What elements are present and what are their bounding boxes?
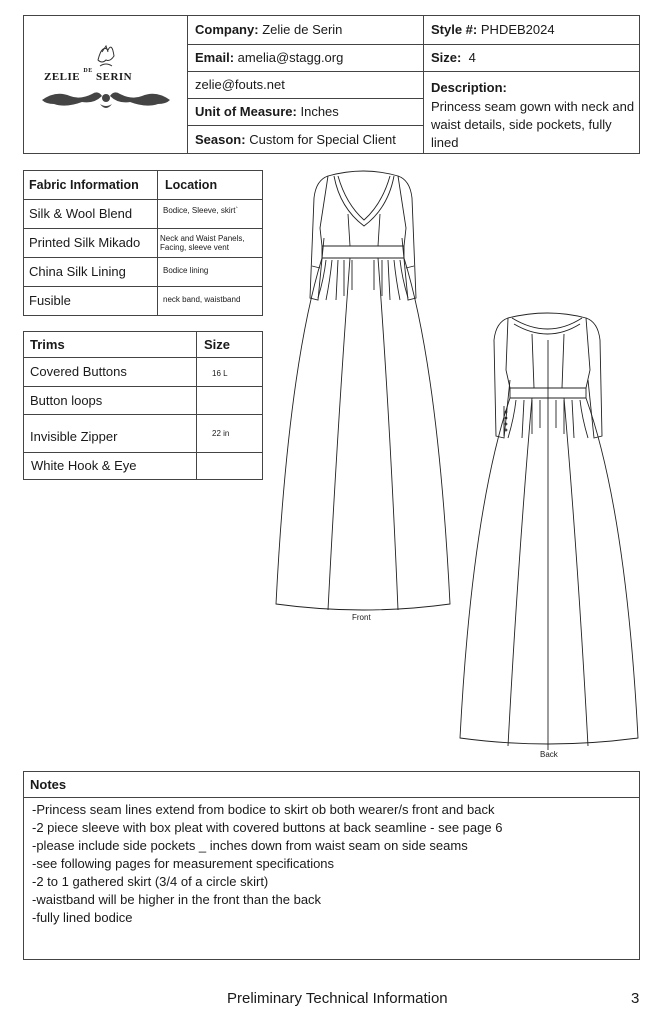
fabric-row-4-fabric: Fusible <box>29 293 71 308</box>
notes-line: -waistband will be higher in the front than the back <box>32 892 322 907</box>
email-label: Email <box>195 50 230 65</box>
company-label: Company <box>195 22 255 37</box>
fabric-row-4-location: neck band, waistband <box>163 294 241 304</box>
fabric-header-location: Location <box>165 178 218 192</box>
trims-row-4-size <box>197 453 262 479</box>
front-dress-sketch <box>268 168 458 616</box>
uom-value: Inches <box>300 104 339 119</box>
trims-row-1-trim: Covered Buttons <box>30 364 127 379</box>
logo-text-serin: SERIN <box>95 71 133 83</box>
email-value: amelia@stagg.org <box>237 50 344 65</box>
fabric-row-2-fabric: Printed Silk Mikado <box>29 235 141 250</box>
trims-header-trims: Trims <box>30 336 65 352</box>
back-label: Back <box>540 750 558 759</box>
fabric-header-fabric: Fabric Information <box>29 178 139 192</box>
email-cell: Email : amelia@stagg.org <box>195 50 344 65</box>
fabric-row-1-fabric: Silk & Wool Blend <box>29 206 133 221</box>
description-cell: Description: Princess seam gown with neck and waist details, side pockets, fully lined <box>431 80 635 150</box>
trims-row-2-trim: Button loops <box>30 392 103 408</box>
trims-row-3-trim: Invisible Zipper <box>30 429 118 444</box>
email2-cell <box>188 72 422 98</box>
uom-label: Unit of Measure <box>195 104 293 119</box>
size-label: Size <box>431 50 458 65</box>
front-label: Front <box>352 613 371 622</box>
style-label: Style # <box>431 22 473 37</box>
season-label: Season <box>195 131 242 147</box>
style-cell: Style # : PHDEB2024 <box>431 22 555 37</box>
trims-row-3-size: 22 in <box>212 428 230 438</box>
size-value: 4 <box>468 50 476 65</box>
company-value: Zelie de Serin <box>262 22 343 37</box>
footer-title: Preliminary Technical Information <box>227 990 448 1007</box>
trims-row-4-trim: White Hook & Eye <box>31 458 137 473</box>
notes-list <box>32 801 502 927</box>
page-number: 3 <box>631 990 640 1007</box>
brand-logo <box>36 38 176 118</box>
uom-cell: Unit of Measure : Inches <box>195 104 339 119</box>
trims-header-size: Size <box>204 336 231 352</box>
size-cell: Size : 4 <box>431 50 476 65</box>
notes-title: Notes <box>30 777 67 792</box>
trims-row-2-size <box>197 387 262 414</box>
logo-text-main: ZELIE <box>44 71 81 83</box>
season-cell: Season : Custom for Special Client <box>195 131 396 147</box>
fabric-row-3-location: Bodice lining <box>163 265 209 275</box>
notes-line: -2 to 1 gathered skirt (3/4 of a circle skirt) <box>32 874 269 889</box>
fabric-row-1-location: Bodice, Sleeve, skirt` <box>163 205 239 215</box>
season-value: Custom for Special Client <box>249 131 396 147</box>
company-cell: Company : Zelie de Serin <box>195 22 343 37</box>
description-label: Description <box>431 80 503 95</box>
notes-line: -fully lined bodice <box>32 910 133 925</box>
fabric-row-2-location: Neck and Waist Panels, Facing, sleeve vent <box>160 234 245 252</box>
back-dress-sketch <box>456 310 642 750</box>
email2-value: zelie@fouts.net <box>195 77 285 92</box>
notes-line: -2 piece sleeve with box pleat with covered buttons at back seamline - see page 6 <box>32 820 503 835</box>
logo-text-de: DE <box>83 68 93 74</box>
trims-row-1-size: 16 L <box>212 368 228 378</box>
notes-line: -Princess seam lines extend from bodice to skirt ob both wearer/s front and back <box>32 802 495 817</box>
notes-line: -please include side pockets _ inches down from waist seam on side seams <box>32 838 468 853</box>
fabric-row-3-fabric: China Silk Lining <box>29 264 126 279</box>
description-value: Princess seam gown with neck and waist details, side pockets, fully lined <box>431 99 635 150</box>
style-value: PHDEB2024 <box>480 22 555 37</box>
notes-line: -see following pages for measurement specifications <box>32 856 335 871</box>
